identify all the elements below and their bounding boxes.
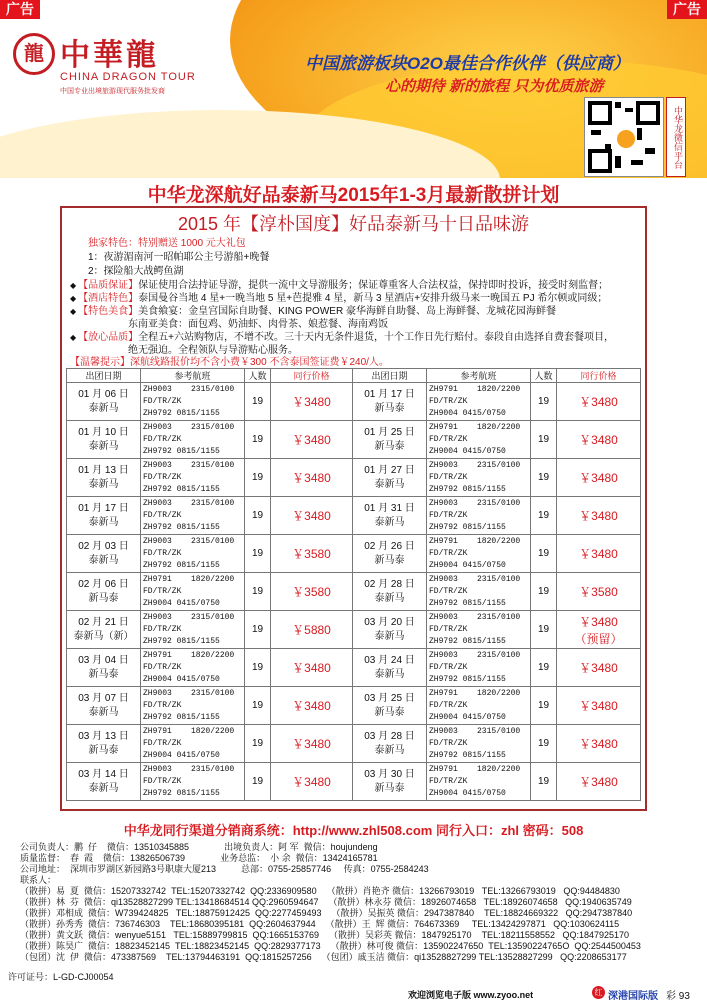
qr-code-icon[interactable] <box>584 97 664 177</box>
flight-info: ZH9003 2315/0100 FD/TR/ZK ZH9792 0815/1155 <box>427 459 531 497</box>
seat-count: 19 <box>531 459 557 497</box>
departure-date: 03 月 28 日 <box>364 730 415 742</box>
trade-price: ￥3480 <box>557 459 641 497</box>
seat-count: 19 <box>531 383 557 421</box>
table-row <box>67 421 641 459</box>
departure-date: 03 月 04 日 <box>78 654 129 666</box>
flight-info: ZH9791 1820/2200 FD/TR/ZK ZH9004 0415/0750 <box>141 573 245 611</box>
flight-info: ZH9003 2315/0100 FD/TR/ZK ZH9792 0815/1155 <box>427 573 531 611</box>
seat-count: 19 <box>245 497 271 535</box>
departure-date: 01 月 10 日 <box>78 426 129 438</box>
flight-info: ZH9003 2315/0100 FD/TR/ZK ZH9792 0815/1155 <box>427 611 531 649</box>
flight-info: ZH9003 2315/0100 FD/TR/ZK ZH9792 0815/1155 <box>141 611 245 649</box>
departure-date-cell <box>353 573 427 611</box>
trade-price: ￥3480 <box>271 763 353 801</box>
departure-date: 02 月 26 日 <box>364 540 415 552</box>
route-name: 新马泰 <box>374 706 405 718</box>
highlight-hotel: ◆ 【酒店特色】泰国曼谷当地 4 星+一晚当地 5 星+芭提雅 4 星，新马 3 星酒店+安排升级马来一晚国五 PJ 希尔顿或同级； <box>70 293 608 304</box>
seat-count: 19 <box>531 573 557 611</box>
departure-date: 03 月 20 日 <box>364 616 415 628</box>
schedule-table <box>66 368 641 801</box>
trade-price: ￥3480 <box>557 421 641 459</box>
table-row <box>67 459 641 497</box>
col-header: 同行价格 <box>271 369 353 383</box>
trade-price: ￥3580 <box>557 573 641 611</box>
brand-tagline: 中国专业出境旅游现代服务批发商 <box>60 88 165 95</box>
departure-date: 03 月 30 日 <box>364 768 415 780</box>
highlight-quality: ◆ 【品质保证】保证使用合法持证导游，提供一流中文导游服务；保证尊重客人合法权益，保持即时投诉，接受时刻监督； <box>70 280 609 291</box>
trade-price: ￥3580 <box>271 535 353 573</box>
departure-date-cell <box>67 763 141 801</box>
trade-price: ￥3480 <box>557 383 641 421</box>
exclusive-feature: 独家特色：特别赠送 1000 元大礼包 <box>88 238 246 249</box>
seat-count: 19 <box>245 459 271 497</box>
departure-date-cell <box>67 497 141 535</box>
trade-price: ￥3480 <box>557 763 641 801</box>
departure-date: 01 月 17 日 <box>78 502 129 514</box>
notice-text: 【温馨提示】深航线路报价均不含小费￥300 不含泰国签证费￥240/人。 <box>70 357 389 368</box>
col-header: 参考航班 <box>427 369 531 383</box>
page-number: 彩 93 <box>666 991 690 1002</box>
contact-line: 质量监督： 春 霞 微信：13826506739 业务总监： 小 余 微信：13424165781 <box>20 853 378 863</box>
flight-info: ZH9791 1820/2200 FD/TR/ZK ZH9004 0415/0750 <box>427 687 531 725</box>
seat-count: 19 <box>531 497 557 535</box>
trade-price: ￥3480 <box>271 725 353 763</box>
departure-date-cell <box>67 383 141 421</box>
seat-count: 19 <box>245 725 271 763</box>
publication-logo-icon: 红 <box>592 986 605 999</box>
seat-count: 19 <box>245 611 271 649</box>
contact-line: 公司负责人：鹏 仔 微信：13510345885 出境负责人：阿 军 微信：houjundeng <box>20 842 378 852</box>
seat-count: 19 <box>531 725 557 763</box>
flight-info: ZH9791 1820/2200 FD/TR/ZK ZH9004 0415/0750 <box>427 383 531 421</box>
route-name: 新马泰 <box>88 668 119 680</box>
route-name: 泰新马 <box>374 478 405 490</box>
route-name: 新马泰 <box>88 744 119 756</box>
license-number: 许可证号：L-GD-CJ00054 <box>8 972 114 982</box>
seat-count: 19 <box>245 573 271 611</box>
departure-date-cell <box>67 459 141 497</box>
departure-date: 01 月 25 日 <box>364 426 415 438</box>
seat-count: 19 <box>245 383 271 421</box>
table-row <box>67 763 641 801</box>
col-header: 参考航班 <box>141 369 245 383</box>
flight-info: ZH9003 2315/0100 FD/TR/ZK ZH9792 0815/1155 <box>141 383 245 421</box>
ad-tag-left: 广告 <box>0 0 40 19</box>
route-name: 泰新马 <box>88 402 119 414</box>
departure-date-cell <box>67 573 141 611</box>
flight-info: ZH9003 2315/0100 FD/TR/ZK ZH9792 0815/1155 <box>141 687 245 725</box>
departure-date: 01 月 27 日 <box>364 464 415 476</box>
flight-info: ZH9003 2315/0100 FD/TR/ZK ZH9792 0815/1155 <box>141 497 245 535</box>
route-name: 泰新马 <box>374 630 405 642</box>
dragon-logo-icon: 龍 <box>13 33 55 75</box>
trade-price: ￥3480 <box>557 687 641 725</box>
contact-line: （散拼）易 夏 微信：15207332742 TEL:15207332742 QQ:2336909580 （散拼）肖艳齐 微信：13266793019 TEL:13266793019 QQ:94484830 <box>20 886 620 896</box>
col-header: 同行价格 <box>557 369 641 383</box>
seat-count: 19 <box>245 421 271 459</box>
departure-date: 01 月 13 日 <box>78 464 129 476</box>
seat-count: 19 <box>531 535 557 573</box>
flight-info: ZH9791 1820/2200 FD/TR/ZK ZH9004 0415/0750 <box>427 763 531 801</box>
route-name: 泰新马 <box>88 554 119 566</box>
trade-price: ￥3480 <box>271 383 353 421</box>
flight-info: ZH9003 2315/0100 FD/TR/ZK ZH9792 0815/1155 <box>427 725 531 763</box>
departure-date-cell <box>353 421 427 459</box>
table-row <box>67 573 641 611</box>
tour-title: 2015 年【淳朴国度】好品泰新马十日品味游 <box>177 214 530 234</box>
contact-list <box>20 842 641 963</box>
route-name: 泰新马 <box>374 516 405 528</box>
trade-price: ￥3480 <box>557 535 641 573</box>
seat-count: 19 <box>245 687 271 725</box>
route-name: 泰新马 <box>88 782 119 794</box>
brand-name-en: CHINA DRAGON TOUR <box>60 71 196 83</box>
contact-line: （散拼）黄文跃 微信：wenyue5151 TEL:15889799815 QQ:1665153769 （散拼）吴彩英 微信：1847925170 TEL:18211558552 QQ:1847925170 <box>20 930 630 940</box>
distributor-url[interactable]: 中华龙同行渠道分销商系统：http://www.zhl508.com 同行入口：zhl 密码：508 <box>123 823 584 838</box>
route-name: 新马泰 <box>88 592 119 604</box>
departure-date-cell <box>67 725 141 763</box>
departure-date: 02 月 03 日 <box>78 540 129 552</box>
departure-date: 03 月 14 日 <box>78 768 129 780</box>
slogan-primary: 中国旅游板块O2O最佳合作伙伴（供应商） <box>305 54 630 73</box>
highlight-food-cont: 东南亚美食：面包鸡、奶油虾、肉骨茶、娘惹餐、海南鸡饭 <box>128 319 388 330</box>
departure-date: 03 月 13 日 <box>78 730 129 742</box>
trade-price: ￥3480 <box>557 497 641 535</box>
table-row <box>67 687 641 725</box>
trade-price: ￥5880 <box>271 611 353 649</box>
flight-info: ZH9003 2315/0100 FD/TR/ZK ZH9792 0815/1155 <box>141 763 245 801</box>
route-name: 泰新马 <box>374 668 405 680</box>
departure-date: 02 月 28 日 <box>364 578 415 590</box>
flight-info: ZH9003 2315/0100 FD/TR/ZK ZH9792 0815/1155 <box>141 421 245 459</box>
trade-price: ￥3480 <box>557 725 641 763</box>
flight-info: ZH9003 2315/0100 FD/TR/ZK ZH9792 0815/1155 <box>427 497 531 535</box>
route-name: 泰新马 <box>88 516 119 528</box>
departure-date-cell <box>353 535 427 573</box>
departure-date-cell <box>67 611 141 649</box>
feature-item: 2：探险船大战鳄鱼湖 <box>88 266 184 277</box>
col-header: 人数 <box>531 369 557 383</box>
departure-date: 01 月 06 日 <box>78 388 129 400</box>
contact-line: （散拼）孙秀秀 微信：736746303 TEL:18680395181 QQ:2604637944 （散拼）王 辉 微信：764673369 TEL:13424297871 QQ:1030624115 <box>20 919 620 929</box>
route-name: 泰新马 <box>88 440 119 452</box>
departure-date: 02 月 06 日 <box>78 578 129 590</box>
slogan-secondary: 心的期待 新的旅程 只为优质旅游 <box>385 78 604 95</box>
highlight-assurance: ◆ 【放心品质】全程五+六站购物店，不增不改。三十天内无条件退货，十个工作日先行赔付。泰段自由选择自费套餐项目， <box>70 332 614 343</box>
contact-line: （散拼）邓相成 微信：W739424825 TEL:18875912425 QQ:2277459493 （散拼）吴振英 微信：2947387840 TEL:18824669322 QQ:2947387840 <box>20 908 633 918</box>
departure-date: 03 月 24 日 <box>364 654 415 666</box>
seat-count: 19 <box>531 421 557 459</box>
highlight-food: ◆ 【特色美食】美食飨宴：金皇宫国际自助餐、KING POWER 豪华海鲜自助餐、岛上海鲜餐、龙城花园海鲜餐 <box>70 306 556 317</box>
qr-side-label: 中华龙微信平台 <box>666 97 686 177</box>
departure-date-cell <box>353 725 427 763</box>
seat-count: 19 <box>531 763 557 801</box>
departure-date: 01 月 17 日 <box>364 388 415 400</box>
trade-price: ￥3480 <box>271 459 353 497</box>
departure-date: 01 月 31 日 <box>364 502 415 514</box>
departure-date-cell <box>67 649 141 687</box>
departure-date: 02 月 21 日 <box>78 616 129 628</box>
trade-price: ￥3480 <box>271 421 353 459</box>
route-name: 泰新马 <box>88 478 119 490</box>
table-row <box>67 611 641 649</box>
departure-date-cell <box>67 535 141 573</box>
table-row <box>67 497 641 535</box>
col-header: 人数 <box>245 369 271 383</box>
route-name: 新马泰 <box>374 402 405 414</box>
route-name: 泰新马 <box>374 744 405 756</box>
table-row <box>67 725 641 763</box>
contact-line: （包团）沈 伊 微信：473387569 TEL:13794463191 QQ:1815257256 （包团）戚玉洁 微信：qi13528827299 TEL:13528827299 QQ:2208653177 <box>20 952 627 962</box>
flight-info: ZH9791 1820/2200 FD/TR/ZK ZH9004 0415/0750 <box>427 421 531 459</box>
ebook-link[interactable]: 欢迎浏览电子版 www.zyoo.net <box>408 990 534 1000</box>
trade-price: ￥3480 （预留） <box>557 611 641 649</box>
seat-count: 19 <box>245 763 271 801</box>
departure-date-cell <box>67 421 141 459</box>
departure-date-cell <box>353 459 427 497</box>
contact-line: （散拼）陈昊广 微信：18823452145 TEL:18823452145 QQ:2829377173 （散拼）林可俊 微信：135902247650 TEL:13590224765O QQ:2544500453 <box>20 941 641 951</box>
trade-price: ￥3480 <box>271 687 353 725</box>
flight-info: ZH9791 1820/2200 FD/TR/ZK ZH9004 0415/0750 <box>141 649 245 687</box>
departure-date-cell <box>353 383 427 421</box>
route-name: 新马泰 <box>374 554 405 566</box>
table-header-row <box>67 369 641 383</box>
table-row <box>67 649 641 687</box>
route-name: 泰新马 <box>88 706 119 718</box>
flight-info: ZH9003 2315/0100 FD/TR/ZK ZH9792 0815/1155 <box>141 459 245 497</box>
departure-date-cell <box>353 497 427 535</box>
departure-date-cell <box>353 687 427 725</box>
trade-price: ￥3480 <box>271 649 353 687</box>
departure-date: 03 月 07 日 <box>78 692 129 704</box>
route-name: 新马泰 <box>374 440 405 452</box>
table-row <box>67 535 641 573</box>
departure-date-cell <box>353 763 427 801</box>
flight-info: ZH9003 2315/0100 FD/TR/ZK ZH9792 0815/1155 <box>141 535 245 573</box>
seat-count: 19 <box>245 535 271 573</box>
feature-item: 1：夜游湄南河一昭帕耶公主号游船+晚餐 <box>88 252 270 263</box>
route-name: 泰新马 <box>374 592 405 604</box>
contact-line: （散拼）林 芬 微信：qi13528827299 TEL:13418684514 QQ:2960594647 （散拼）林永芬 微信：18926074658 TEL:18926074658 QQ:1940635749 <box>20 897 632 907</box>
departure-date: 03 月 25 日 <box>364 692 415 704</box>
highlight-assurance-cont: 绝无强迫。全程领队与导游贴心服务。 <box>128 345 298 356</box>
contact-line: 联系人： <box>20 875 57 885</box>
route-name: 泰新马（新） <box>73 630 134 642</box>
main-title: 中华龙深航好品泰新马2015年1-3月最新散拼计划 <box>147 185 560 206</box>
departure-date-cell <box>353 649 427 687</box>
seat-count: 19 <box>245 649 271 687</box>
route-name: 新马泰 <box>374 782 405 794</box>
trade-price: ￥3480 <box>557 649 641 687</box>
departure-date-cell <box>67 687 141 725</box>
flight-info: ZH9003 2315/0100 FD/TR/ZK ZH9792 0815/1155 <box>427 649 531 687</box>
seat-count: 19 <box>531 649 557 687</box>
flight-info: ZH9791 1820/2200 FD/TR/ZK ZH9004 0415/0750 <box>141 725 245 763</box>
trade-price: ￥3480 <box>271 497 353 535</box>
departure-date-cell <box>353 611 427 649</box>
seat-count: 19 <box>531 611 557 649</box>
table-row <box>67 383 641 421</box>
edition-label: 深港国际版 <box>608 991 658 1002</box>
ad-tag-right: 广告 <box>667 0 707 19</box>
col-header: 出团日期 <box>67 369 141 383</box>
contact-line: 公司地址： 深圳市罗湖区新园路3号职康大厦213 总部：0755-25857746 传真：0755-2584243 <box>20 864 429 874</box>
trade-price: ￥3580 <box>271 573 353 611</box>
seat-count: 19 <box>531 687 557 725</box>
brand-name-cn: 中華龍 <box>60 39 159 72</box>
flight-info: ZH9791 1820/2200 FD/TR/ZK ZH9004 0415/0750 <box>427 535 531 573</box>
col-header: 出团日期 <box>353 369 427 383</box>
